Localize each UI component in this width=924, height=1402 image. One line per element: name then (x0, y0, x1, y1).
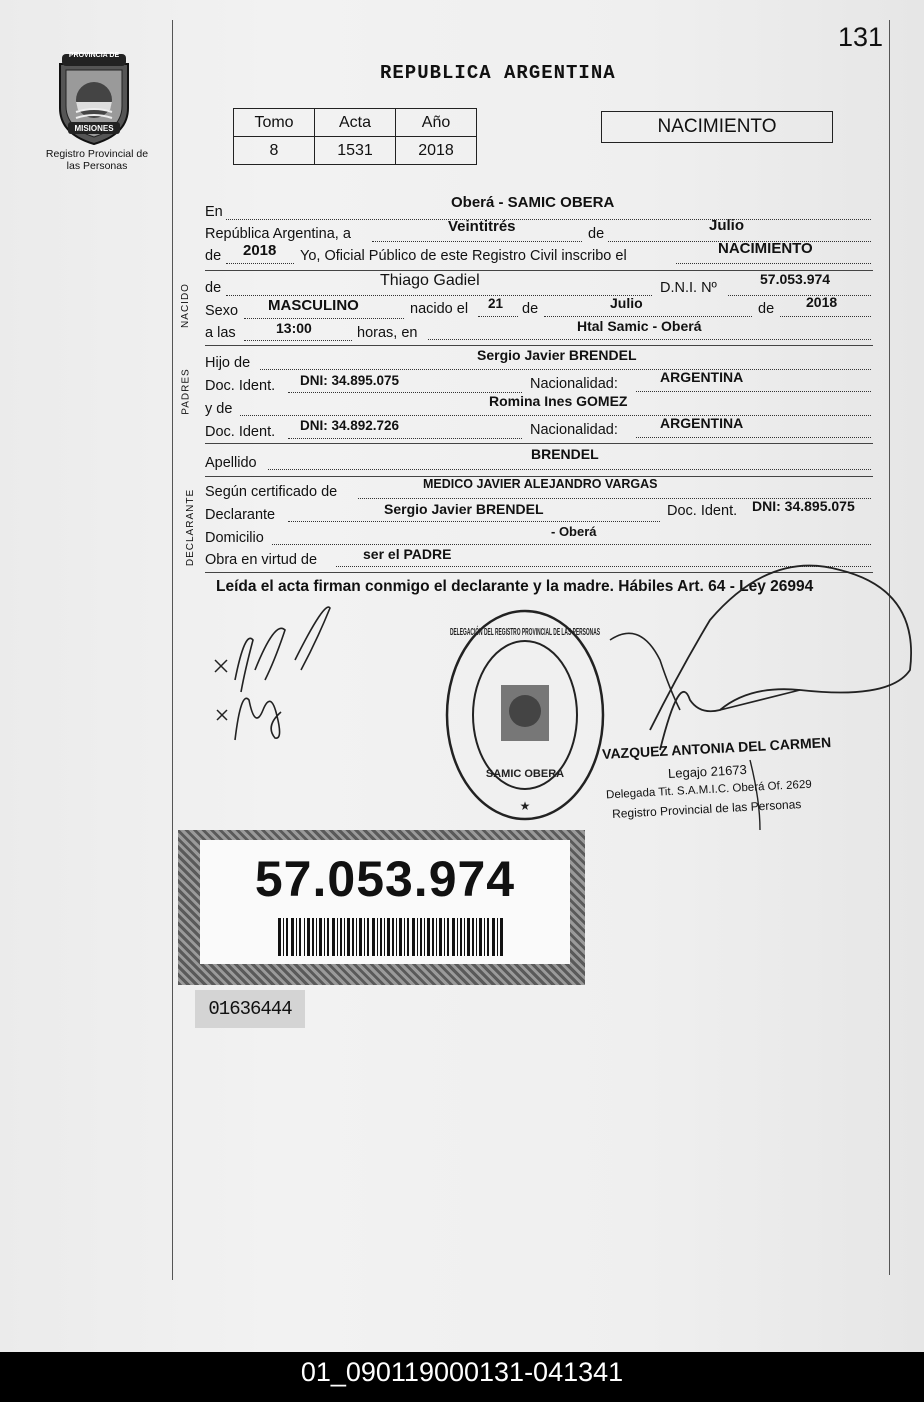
dotted-line (226, 295, 652, 296)
section-divider (205, 345, 873, 346)
legal-note: Leída el acta firman conmigo el declarante y la madre. Hábiles Art. 64 - Ley 26994 (216, 578, 814, 595)
field-birth-time: 13:00 (276, 320, 312, 336)
side-label-padres: PADRES (180, 368, 192, 415)
serial-number: 01636444 (195, 990, 305, 1028)
section-divider (205, 443, 873, 444)
field-month: Julio (709, 217, 745, 234)
side-label-nacido: NACIDO (179, 283, 191, 328)
field-birth-year: 2018 (806, 294, 838, 310)
field-acting-as: ser el PADRE (363, 546, 452, 562)
dotted-line (244, 318, 404, 319)
dotted-line (226, 263, 294, 264)
dotted-line (780, 316, 871, 317)
label-horas: horas, en (357, 325, 418, 341)
page-number: 131 (838, 22, 884, 52)
volume-header-ano: Año (396, 109, 477, 137)
volume-header-tomo: Tomo (234, 109, 315, 137)
field-father-doc: DNI: 34.895.075 (300, 373, 400, 388)
dotted-line (636, 437, 871, 438)
dotted-line (226, 219, 871, 220)
field-birth-day: 21 (488, 296, 504, 311)
field-declarant: Sergio Javier BRENDEL (384, 501, 544, 517)
volume-value-acta: 1531 (315, 137, 396, 165)
label-de3: de (758, 301, 775, 317)
dotted-line (428, 339, 871, 340)
dni-barcode-label (178, 830, 585, 985)
dotted-line (478, 316, 518, 317)
field-birth-month: Julio (610, 295, 643, 311)
field-father-nationality: ARGENTINA (660, 369, 744, 385)
dotted-line (244, 340, 352, 341)
label-nacido: nacido el (410, 301, 469, 317)
officer-title: Delegada Tit. S.A.M.I.C. Oberá Of. 2629 (605, 778, 813, 802)
left-margin-line (172, 20, 173, 1280)
dotted-line (728, 295, 871, 296)
field-father-name: Sergio Javier BRENDEL (477, 347, 637, 363)
field-mother-nationality: ARGENTINA (660, 415, 744, 431)
dotted-line (288, 521, 660, 522)
label-y-de: y de (205, 401, 233, 417)
field-year: 2018 (243, 242, 277, 259)
dotted-line (636, 391, 871, 392)
field-surname: BRENDEL (531, 446, 599, 462)
logo-bottom-text: MISIONES (74, 124, 114, 133)
label-sexo: Sexo (205, 303, 239, 319)
field-mother-name: Romina Ines GOMEZ (489, 393, 628, 409)
record-type-box: NACIMIENTO (601, 111, 833, 143)
seal-ring-text: DELEGACIÓN DEL REGISTRO PROVINCIAL DE LAS PERSONAS (450, 627, 757, 638)
label-apellido: Apellido (205, 455, 257, 471)
field-mother-doc: DNI: 34.892.726 (300, 418, 400, 433)
dotted-line (288, 438, 522, 439)
label-hijo-de: Hijo de (205, 355, 251, 371)
dotted-line (372, 241, 582, 242)
label-declarante: Declarante (205, 507, 276, 523)
dotted-line (544, 316, 752, 317)
dotted-line (260, 369, 871, 370)
field-declarant-doc: DNI: 34.895.075 (752, 498, 855, 514)
volume-header-acta: Acta (315, 109, 396, 137)
volume-value-tomo: 8 (234, 137, 315, 165)
field-inscribed: NACIMIENTO (718, 240, 813, 257)
label-nacionalidad-mother: Nacionalidad: (530, 422, 618, 438)
barcode-number: 57.053.974 (254, 851, 516, 907)
label-en: En (205, 204, 223, 220)
label-doc-ident-declarant: Doc. Ident. (667, 503, 738, 519)
logo-caption: Registro Provincial de las Personas (45, 148, 149, 172)
officer-name: VAZQUEZ ANTONIA DEL CARMEN (601, 734, 832, 762)
barcode-label-inner (200, 840, 570, 964)
dotted-line (268, 469, 871, 470)
label-segun: Según certificado de (205, 484, 338, 500)
field-sex: MASCULINO (268, 297, 359, 314)
label-republica: República Argentina, a (205, 226, 351, 242)
footer-code: 01_090119000131-041341 (0, 1352, 924, 1402)
label-nacionalidad-father: Nacionalidad: (530, 376, 618, 392)
field-day-words: Veintitrés (448, 218, 516, 235)
dotted-line (272, 544, 871, 545)
field-place: Oberá - SAMIC OBERA (451, 194, 615, 211)
label-a-las: a las (205, 325, 236, 341)
field-birth-place: Htal Samic - Oberá (577, 318, 702, 334)
declarant-signatures (205, 600, 345, 760)
label-de2: de (522, 301, 539, 317)
volume-table (233, 108, 477, 165)
barcode-bars (278, 918, 508, 956)
dotted-line (288, 392, 522, 393)
label-de-year: de (205, 248, 222, 264)
officer-office: Registro Provincial de las Personas (611, 797, 802, 821)
volume-value-ano: 2018 (396, 137, 477, 165)
svg-text:★: ★ (519, 799, 531, 813)
side-label-declarante: DECLARANTE (185, 488, 197, 567)
dotted-line (676, 263, 871, 264)
officer-legajo: Legajo 21673 (667, 761, 748, 782)
field-child-name: Thiago Gadiel (380, 272, 480, 289)
label-de: de (588, 226, 605, 242)
label-de-name: de (205, 280, 222, 296)
dotted-line (240, 415, 871, 416)
label-domicilio: Domicilio (205, 530, 264, 546)
logo-top-text: PROVINCIA DE (68, 52, 120, 59)
label-doc-ident-father: Doc. Ident. (205, 378, 276, 394)
document-title: REPUBLICA ARGENTINA (380, 62, 616, 84)
label-obra: Obra en virtud de (205, 552, 318, 568)
field-certificate-by: MEDICO JAVIER ALEJANDRO VARGAS (423, 477, 658, 491)
seal-inner-text: SAMIC OBERA (485, 768, 565, 780)
label-dni: D.N.I. Nº (660, 280, 717, 296)
label-oficial: Yo, Oficial Público de este Registro Civil inscribo el (300, 248, 627, 264)
label-doc-ident-mother: Doc. Ident. (205, 424, 276, 440)
field-child-dni: 57.053.974 (760, 271, 831, 287)
field-address: - Oberá (551, 524, 597, 539)
